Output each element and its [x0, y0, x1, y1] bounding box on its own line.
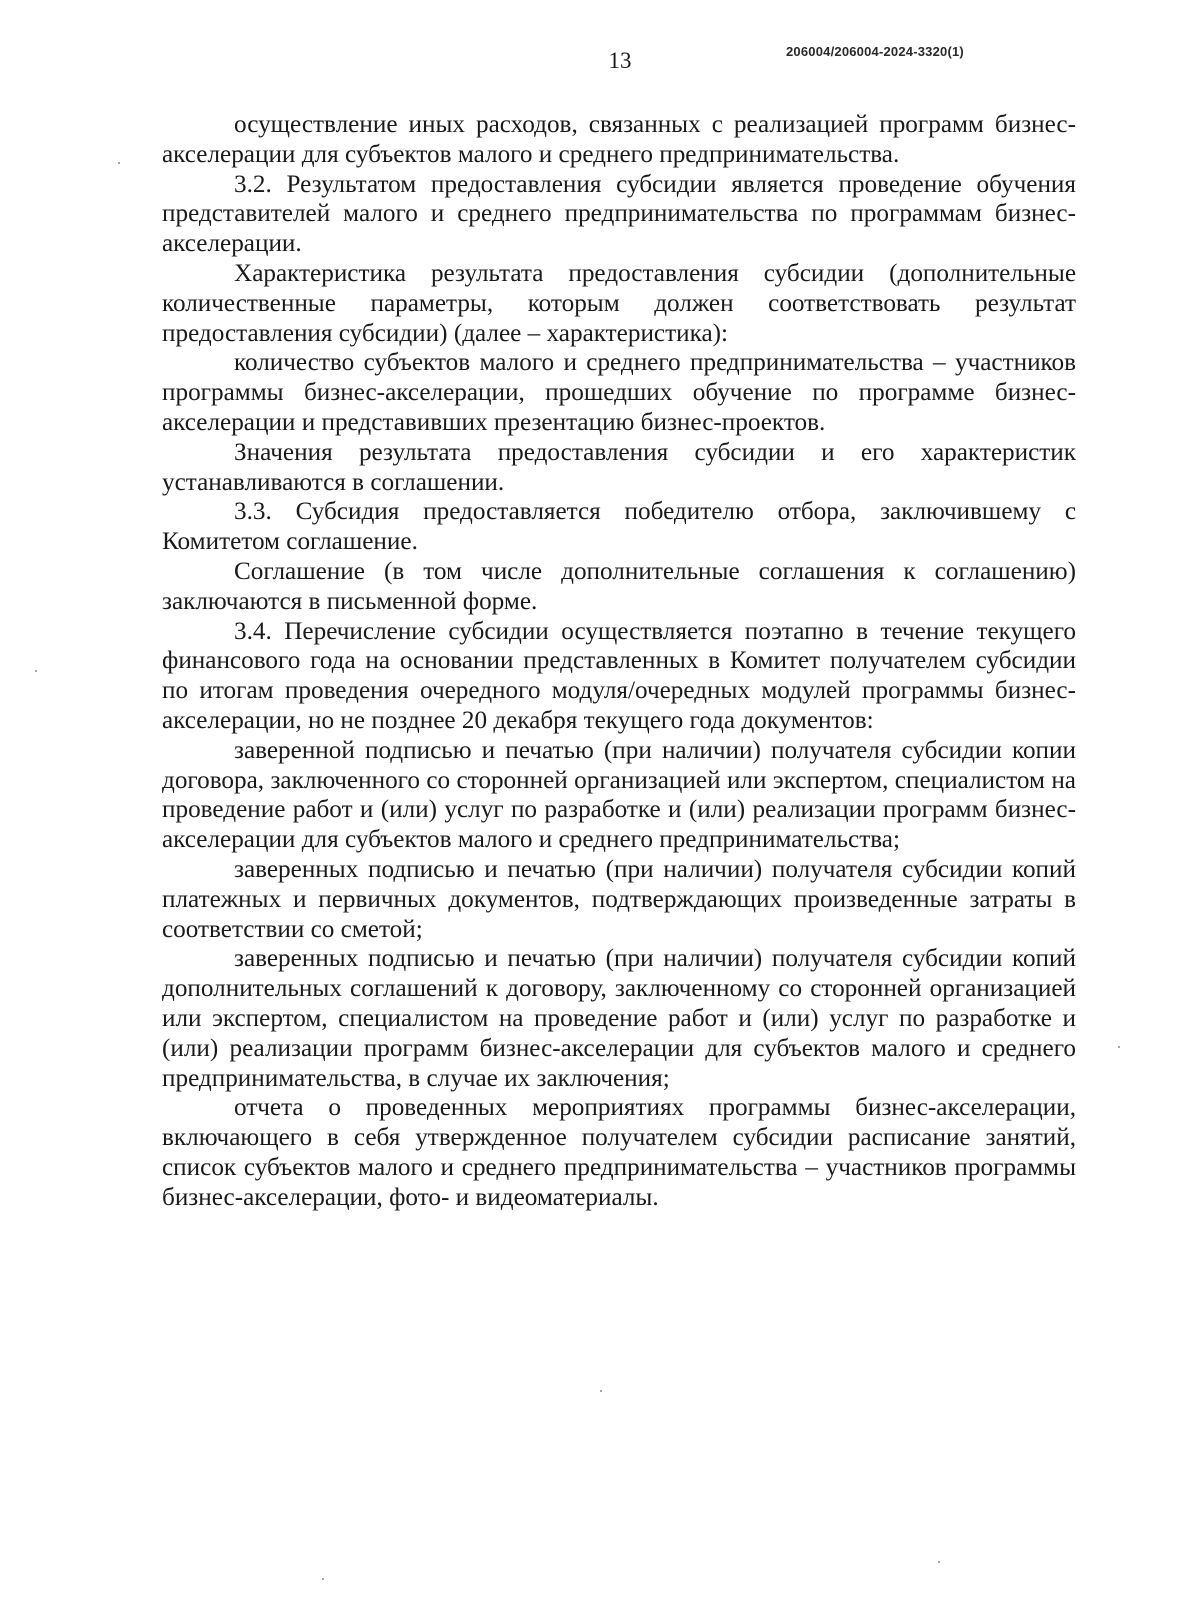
- scan-speck: [600, 1390, 602, 1392]
- page-number: 13: [608, 48, 632, 73]
- paragraph: Соглашение (в том числе дополнительные соглашения к соглашению) заключаются в письменной форме.: [162, 557, 1076, 615]
- scan-speck: [35, 670, 37, 672]
- scan-speck: [322, 1578, 324, 1580]
- paragraph: заверенных подписью и печатью (при наличии) получателя субсидии копий платежных и первичных документов, подтверждающих произведенные затраты в соответствии со сметой;: [162, 855, 1076, 943]
- scan-speck: [1118, 1046, 1120, 1048]
- scan-speck: [118, 162, 120, 164]
- paragraph: Характеристика результата предоставления субсидии (дополнительные количественные параметры, которым должен соответствовать результат предоставления субсидии) (далее – характеристика):: [162, 259, 1076, 347]
- paragraph: заверенной подписью и печатью (при наличии) получателя субсидии копии договора, заключенного со сторонней организацией или экспертом, специалистом на проведение работ и (или) услуг по разработке и (или) реализации программ бизнес-акселерации для субъектов малого и среднего предпринимательства;: [162, 736, 1076, 854]
- paragraph: количество субъектов малого и среднего предпринимательства – участников программы бизнес-акселерации, прошедших обучение по программе бизнес-акселерации и представивших презентацию бизнес-проектов.: [162, 349, 1076, 436]
- paragraph: 3.4. Перечисление субсидии осуществляется поэтапно в течение текущего финансового года на основании представленных в Комитет получателем субсидии по итогам проведения очередного модуля/очередных модулей программы бизнес-акселерации, но не позднее 20 декабря текущего года документов:: [162, 617, 1076, 734]
- paragraph: осуществление иных расходов, связанных с реализацией программ бизнес-акселерации для субъектов малого и среднего предпринимательства.: [162, 111, 1076, 168]
- scan-speck: [938, 1561, 940, 1563]
- paragraph: Значения результата предоставления субсидии и его характеристик устанавливаются в соглашении.: [162, 438, 1076, 496]
- paragraph: 3.2. Результатом предоставления субсидии является проведение обучения представителей малого и среднего предпринимательства по программам бизнес-акселерации.: [162, 170, 1076, 258]
- paragraph: отчета о проведенных мероприятиях программы бизнес-акселерации, включающего в себя утвержденное получателем субсидии расписание занятий, список субъектов малого и среднего предпринимательства – участников программы бизнес-акселерации, фото- и видеоматериалы.: [162, 1094, 1076, 1211]
- document-body: [162, 110, 1076, 1212]
- document-id-stamp: 206004/206004-2024-3320(1): [786, 44, 964, 59]
- paragraph: 3.3. Субсидия предоставляется победителю отбора, заключившему с Комитетом соглашение.: [162, 498, 1076, 556]
- paragraph: заверенных подписью и печатью (при наличии) получателя субсидии копий дополнительных соглашений к договору, заключенному со сторонней организацией или экспертом, специалистом на проведение работ и (или) услуг по разработке и (или) реализации программ бизнес-акселерации для субъектов малого и среднего предпринимательства, в случае их заключения;: [162, 945, 1076, 1092]
